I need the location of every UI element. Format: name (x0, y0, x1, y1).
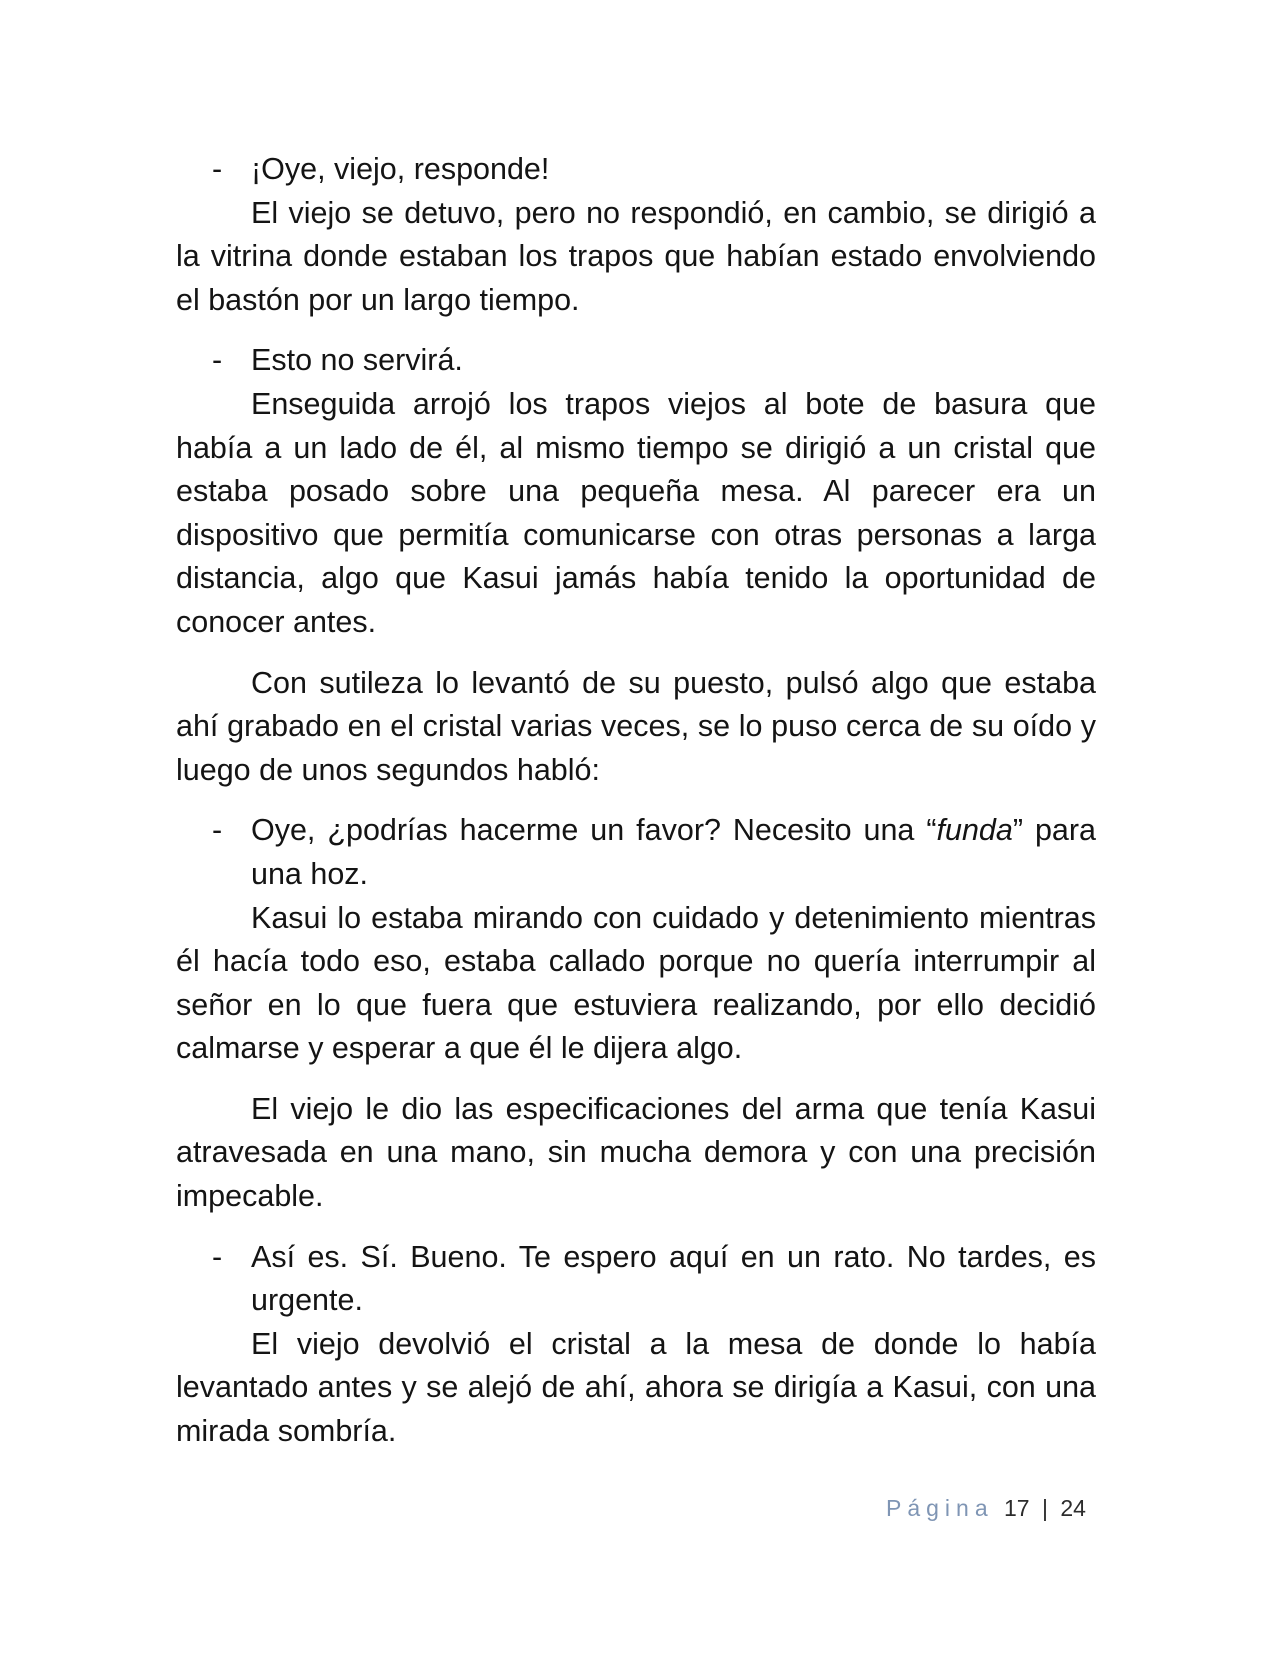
paragraph: Kasui lo estaba mirando con cuidado y detenimiento mientras él hacía todo eso, estaba callado porque no quería interrumpir al señor en lo que fuera que estuviera realizando, por ello decidió calmarse y esperar a que él le dijera algo. (176, 900, 1096, 1066)
page-label: Página (886, 1495, 994, 1521)
dialogue-dash: - (212, 152, 223, 186)
paragraph: Con sutileza lo levantó de su puesto, pulsó algo que estaba ahí grabado en el cristal varias veces, se lo puso cerca de su oído y luego de unos segundos habló: (176, 665, 1096, 787)
dialogue-text-end: ” para una hoz. (251, 813, 1096, 891)
dialogue-dash: - (212, 1239, 223, 1274)
dialogue-dash: - (212, 343, 223, 378)
page-body (176, 148, 1096, 1454)
total-pages: 24 (1060, 1495, 1086, 1521)
dialogue-text: ¡Oye, viejo, responde! (251, 152, 550, 186)
dialogue-text-start: Oye, ¿podrías hacerme un favor? Necesito una “ (251, 813, 937, 848)
dialogue-text: Así es. Sí. Bueno. Te espero aquí en un rato. No tardes, es urgente. (251, 1239, 1096, 1318)
dialogue-line (176, 809, 1096, 896)
page-footer (886, 1493, 1086, 1523)
page-separator: | (1042, 1495, 1048, 1521)
dialogue-line (176, 1236, 1096, 1323)
dialogue-line (176, 148, 1096, 192)
current-page-number: 17 (1004, 1495, 1030, 1521)
dialogue-dash: - (212, 813, 223, 848)
dialogue-text: Esto no servirá. (251, 343, 463, 378)
paragraph: Enseguida arrojó los trapos viejos al bote de basura que había a un lado de él, al mismo tiempo se dirigió a un cristal que estaba posado sobre una pequeña mesa. Al parecer era un dispositivo que permitía comunicarse con otras personas a larga distancia, algo que Kasui jamás había tenido la oportunidad de conocer antes. (176, 386, 1096, 639)
paragraph: El viejo le dio las especificaciones del arma que tenía Kasui atravesada en una mano, sin mucha demora y con una precisión impecable. (176, 1091, 1096, 1214)
paragraph: El viejo se detuvo, pero no respondió, en cambio, se dirigió a la vitrina donde estaban los trapos que habían estado envolviendo el bastón por un largo tiempo. (176, 195, 1096, 317)
paragraph: El viejo devolvió el cristal a la mesa de donde lo había levantado antes y se alejó de ahí, ahora se dirigía a Kasui, con una mirada sombría. (176, 1326, 1096, 1449)
dialogue-line (176, 339, 1096, 383)
italic-word: funda (936, 813, 1013, 848)
